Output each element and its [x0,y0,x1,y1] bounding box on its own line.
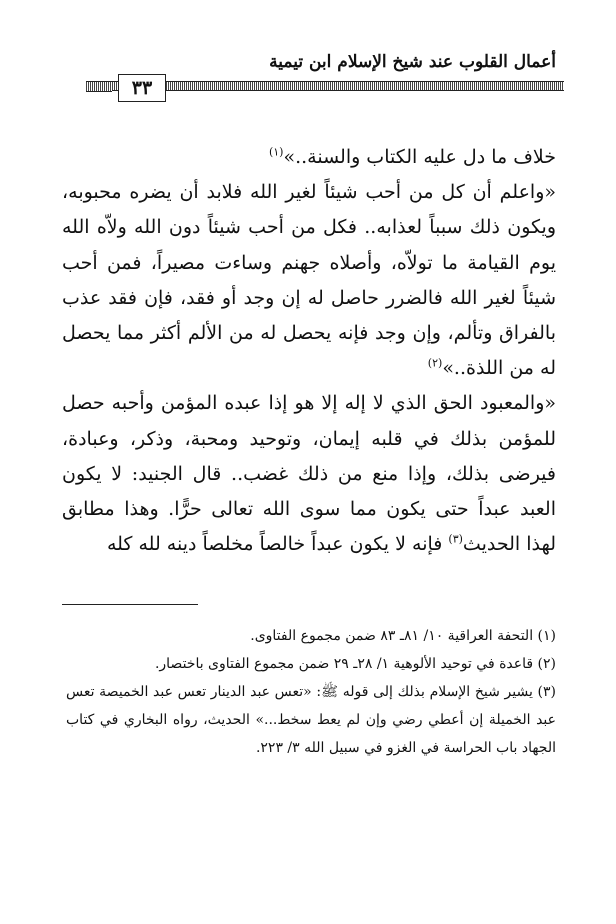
paragraph-1 [62,140,556,175]
footnote-3: (٣) يشير شيخ الإسلام بذلك إلى قوله ﷺ: «تعس عبد الدينار تعس عبد الخميصة تعس عبد الخميلة إن أعطي رضي وإن لم يعط سخط...» الحديث، رواه البخاري في كتاب الجهاد باب الحراسة في الغزو في سبيل الله ٣/ ٢٢٣. [66,684,556,756]
footnote-ref-3: (٣) [448,532,463,546]
paragraph-1-text: خلاف ما دل عليه الكتاب والسنة..» [283,146,556,168]
footnote-1: (١) التحفة العراقية ١٠/ ٨١ـ ٨٣ ضمن مجموع الفتاوى. [250,628,556,644]
paragraph-3 [62,386,556,562]
paragraph-2 [62,175,556,386]
footnote-ref-2: (٢) [427,356,443,370]
main-text [62,140,556,562]
footnote-2: (٢) قاعدة في توحيد الألوهية ١/ ٢٨ـ ٢٩ ضمن مجموع الفتاوى باختصار. [154,656,556,672]
footnote-separator [62,604,198,605]
paragraph-3-text-b: فإنه لا يكون عبداً خالصاً مخلصاً دينه لله كله [106,533,449,556]
paragraph-3-text-a: «والمعبود الحق الذي لا إله إلا هو إذا عبده المؤمن وأحبه حصل للمؤمن بذلك في قلبه إيمان، وتوحيد ومحبة، وذكر، وعبادة، فيرضى بذلك، وإذا منع من ذلك غضب.. قال الجنيد: لا يكون العبد عبداً حتى يكون مما سوى الله تعالى حرًّا. وهذا مطابق لهذا الحديث [62,392,556,556]
header-rule-stub [86,81,112,92]
footnote-ref-1: (١) [268,145,284,159]
paragraph-2-text: «واعلم أن كل من أحب شيئاً لغير الله فلابد أن يضره محبوبه، ويكون ذلك سبباً لعذابه.. فكل من أحب شيئاً دون الله ولاّه الله يوم القيامة ما تولاّه، وأصلاه جهنم وساءت مصيراً، فمن أحب شيئاً لغير الله فالضرر حاصل له إن وجد أو فقد، فإن فقد عذب بالفراق وتألم، وإن وجد فإنه يحصل له من الألم أكثر مما يحصل له من اللذة..» [62,181,556,380]
footnotes [66,622,556,762]
page-number: ٣٣ [118,74,166,102]
running-title: أعمال القلوب عند شيخ الإسلام ابن تيمية [269,52,556,72]
